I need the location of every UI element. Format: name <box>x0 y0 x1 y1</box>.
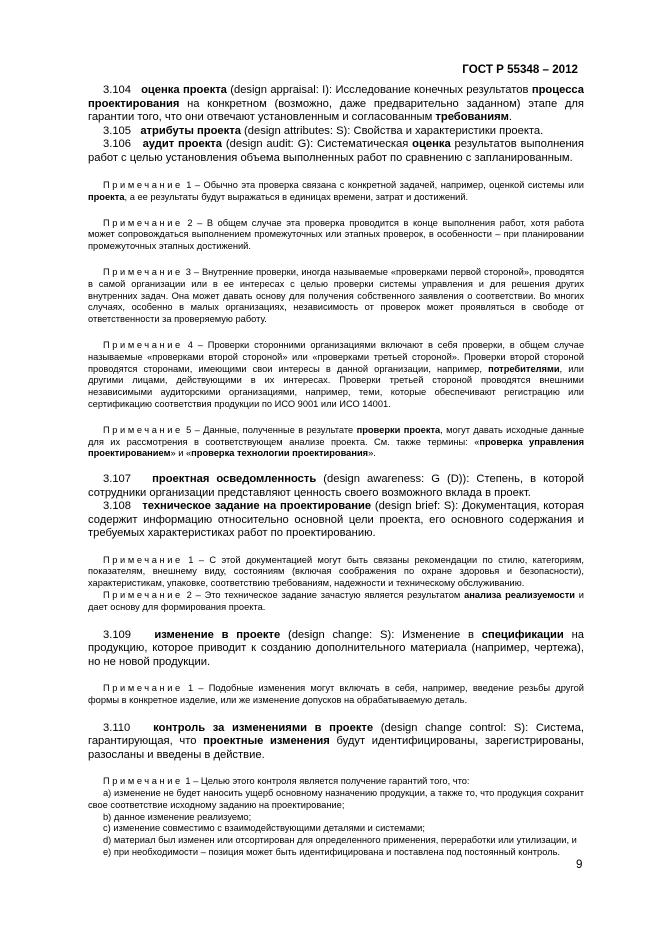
term-3-107: 3.107 проектная осведомленность (design awareness: G (D)): Степень, в которой сотрудники организации представляют ценность своего возможного вклада в проект. <box>88 473 585 499</box>
page-body <box>88 84 584 859</box>
list-item-a: а) изменение не будет наносить ущерб основному назначению продукции, а также то, что продукция сохранит свое соответствие исходному заданию на проектирование; <box>88 788 584 810</box>
page-number: 9 <box>576 858 583 871</box>
term-3-108: 3.108 техническое задание на проектирование (design brief: S): Документация, которая содержит информацию относительно основной цели проекта, его основного содержания и требуемых характеристиках работ по проектированию. <box>88 500 584 540</box>
term-3-106: 3.106 аудит проекта (design audit: G): Систематическая оценка результатов выполнения работ с целью установления объема выполненных работ по сравнению с запланированным. <box>88 138 584 164</box>
page-header: ГОСТ Р 55348 – 2012 <box>462 63 578 76</box>
note-3-110-1: Примечание 1 – Целью этого контроля является получение гарантий того, что: <box>103 776 470 787</box>
list-item-c: c) изменение совместимо с взаимодействующими деталями и системами; <box>103 823 425 834</box>
note-3-108-2: Примечание 2 – Это техническое задание зачастую является результатом анализа реализуемости и дает основу для формирования проекта. <box>88 590 584 612</box>
note-3-106-5: Примечание 5 – Данные, полученные в результате проверки проекта, могут давать исходные данные для их рассмотрения в соответствующем анализе проекта. См. также термины: «проверка управления проектированием» и «проверка технологии проектирования». <box>88 424 584 459</box>
note-3-109-1: Примечание 1 – Подобные изменения могут включать в себя, например, введение резьбы другой формы в конкретное изделие, или же изменение допусков на обрабатываемую деталь. <box>88 683 584 705</box>
list-item-b: b) данное изменение реализуемо; <box>103 811 252 822</box>
list-item-d: d) материал был изменен или отсортирован для определенного применения, переработки или утилизации, и <box>103 835 577 846</box>
term-3-104: 3.104 оценка проекта (design appraisal: I): Исследование конечных результатов процесса проектирования на конкретном (возможно, даже предварительно заданном) этапе для гарантии того, что они отвечают установленным и согласованным требованиям. <box>88 84 584 123</box>
term-3-109: 3.109 изменение в проекте (design change: S): Изменение в спецификации на продукцию, которое приводит к созданию дополнительного материала (например, чертежа), но не новой продукции. <box>88 628 584 668</box>
note-3-106-4: Примечание 4 – Проверки сторонними организациями включают в себя проверки, в общем случае называемые «проверками второй стороной» или «проверками третьей стороной». Проверки второй стороной проводятся сторонами, имеющими свои интересы в данной организации, например, потребителями, или другими лицами, действующими в их интересах. Проверки третьей стороной проводятся внешними независимыми аудиторскими организациями, например, теми, которые обеспечивают регистрацию или сертификацию соответствия продукции по ИСО 9001 или ИСО 14001. <box>88 339 585 409</box>
note-3-106-1: Примечание 1 – Обычно эта проверка связана с конкретной задачей, например, оценкой системы или проекта, а ее результаты будут выражаться в единицах времени, затрат и достижений. <box>88 180 584 202</box>
note-3-106-2: Примечание 2 – В общем случае эта проверка проводится в конце выполнения работ, хотя работа может сопровождаться выполнением промежуточных или этапных проверок, в особенности – при планировании промежуточных этапных достижений. <box>88 217 584 252</box>
term-3-105: 3.105 атрибуты проекта (design attributes: S): Свойства и характеристики проекта. <box>103 124 544 137</box>
note-3-108-1: Примечание 1 – С этой документацией могут быть связаны рекомендации по стилю, категориям, показателям, внешнему виду, состояниям (включая соображения по охране здоровья и безопасности), характеристикам, упаковке, соответствию требованиям, надежности и техническому обслуживанию. <box>88 554 584 589</box>
note-3-106-3: Примечание 3 – Внутренние проверки, иногда называемые «проверками первой стороной», проводятся в самой организации или в ее интересах с целью проверки системы управления и для решения других внутренних задач. Она может давать основу для получения собственного заявления о соответствии. Во многих случаях, особенно в малых организациях, независимость от проверок может проявляться в свободе от ответственности за проверяемую работу. <box>88 266 585 325</box>
list-item-e: e) при необходимости – позиция может быть идентифицирована и поставлена под постоянный контроль. <box>103 847 561 857</box>
term-3-110: 3.110 контроль за изменениями в проекте (design change control: S): Система, гарантирующая, что проектные изменения будут идентифицированы, зарегистрированы, разосланы и введены в действие. <box>88 721 584 761</box>
